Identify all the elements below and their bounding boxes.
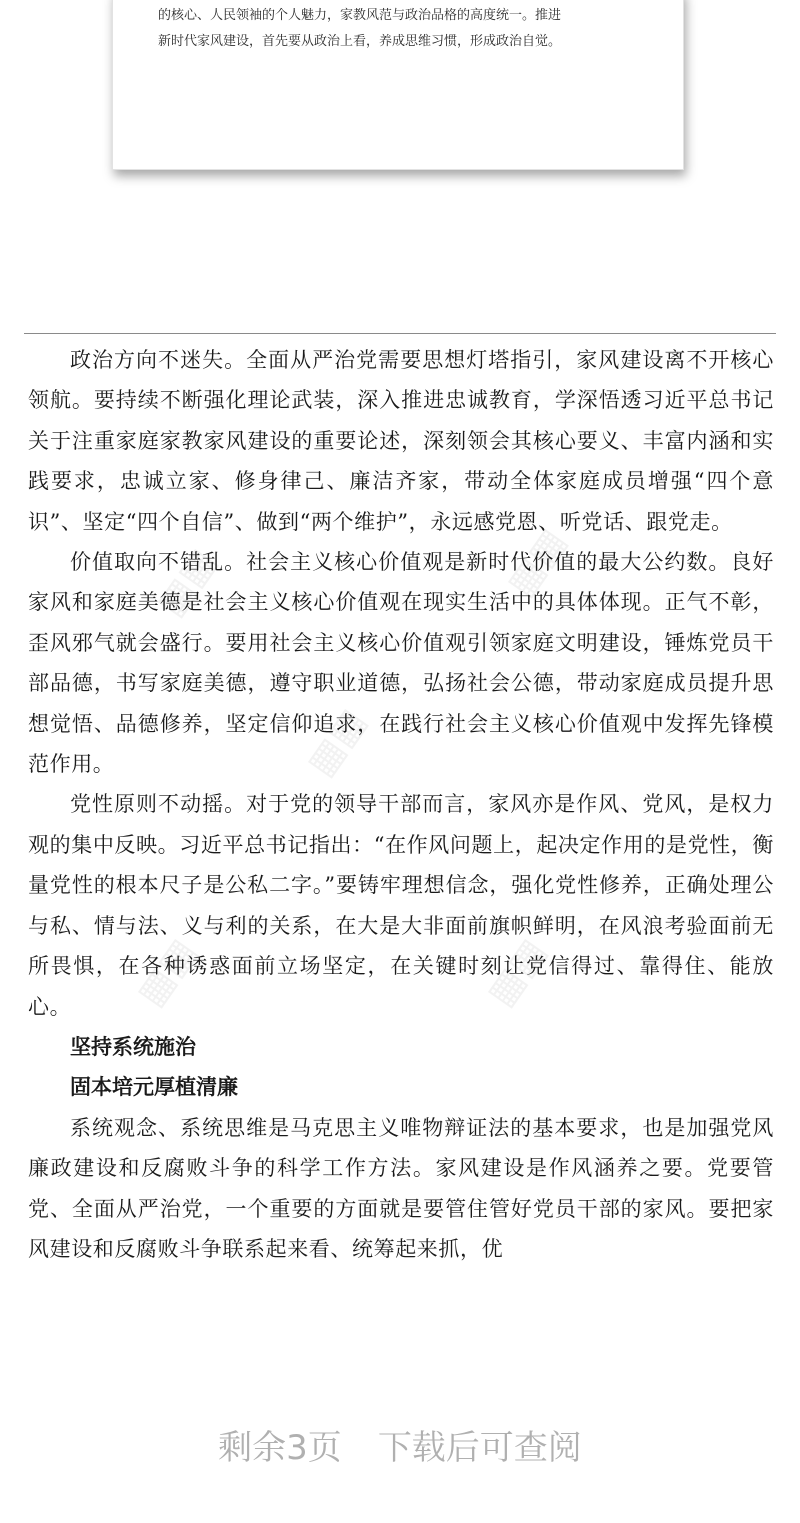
quote-card — [112, 0, 684, 170]
article-body — [28, 340, 774, 1269]
paragraph-political-direction: 政治方向不迷失。全面从严治党需要思想灯塔指引，家风建设离不开核心领航。要持续不断强化理论武装，深入推进忠诚教育，学深悟透习近平总书记关于注重家庭家教家风建设的重要论述，深刻领会其核心要义、丰富内涵和实践要求，忠诚立家、修身律己、廉洁齐家，带动全体家庭成员增强“四个意识”、坚定“四个自信”、做到“两个维护”，永远感党恩、听党话、跟党走。 — [28, 348, 774, 534]
download-to-read-label: 下载后可查阅 — [377, 1428, 582, 1468]
watermark-icon: ▦▦ — [477, 929, 555, 1015]
quote-line: 的核心、人民领袖的个人魅力，家教风范与政治品格的高度统一。推进 — [158, 8, 562, 23]
paragraph-value-orientation: 价值取向不错乱。社会主义核心价值观是新时代价值的最大公约数。良好家风和家庭美德是社会主义核心价值观在现实生活中的具体体现。正气不彰，歪风邪气就会盛行。要用社会主义核心价值观引领家庭文明建设，锤炼党员干部品德，书写家庭美德，遵守职业道德，弘扬社会公德，带动家庭成员提升思想觉悟、品德修养，坚定信仰追求，在践行社会主义核心价值观中发挥先锋模范作用。 — [28, 550, 774, 777]
remaining-pages-label: 剩余3页 — [218, 1428, 342, 1468]
quote-text — [158, 0, 658, 55]
quote-line: 新时代家风建设，首先要从政治上看，养成思维习惯，形成政治自觉。 — [158, 34, 562, 49]
watermark-icon: ▦▦ — [147, 539, 225, 625]
section-divider — [24, 333, 776, 334]
section-subheading: 固本培元厚植清廉 — [70, 1074, 238, 1100]
paragraph-party-principle: 党性原则不动摇。对于党的领导干部而言，家风亦是作风、党风，是权力观的集中反映。习近平总书记指出：“在作风问题上，起决定作用的是党性，衡量党性的根本尺子是公私二字。”要铸牢理想信念，强化党性修养，正确处理公与私、情与法、义与利的关系，在大是大非面前旗帜鲜明，在风浪考验面前无所畏惧，在各种诱惑面前立场坚定，在关键时刻让党信得过、靠得住、能放心。 — [28, 792, 774, 1019]
paragraph-system-governance: 系统观念、系统思维是马克思主义唯物辩证法的基本要求，也是加强党风廉政建设和反腐败斗争的科学工作方法。家风建设是作风涵养之要。党要管党、全面从严治党，一个重要的方面就是要管住管好党员干部的家风。要把家风建设和反腐败斗争联系起来看、统筹起来抓，优 — [28, 1115, 774, 1261]
download-prompt[interactable] — [0, 1420, 800, 1469]
section-heading: 坚持系统施治 — [70, 1033, 196, 1059]
watermark-icon: ▦▦ — [127, 929, 205, 1015]
watermark-icon: ▦▦ — [497, 519, 575, 605]
watermark-icon: ▦▦ — [297, 699, 375, 785]
